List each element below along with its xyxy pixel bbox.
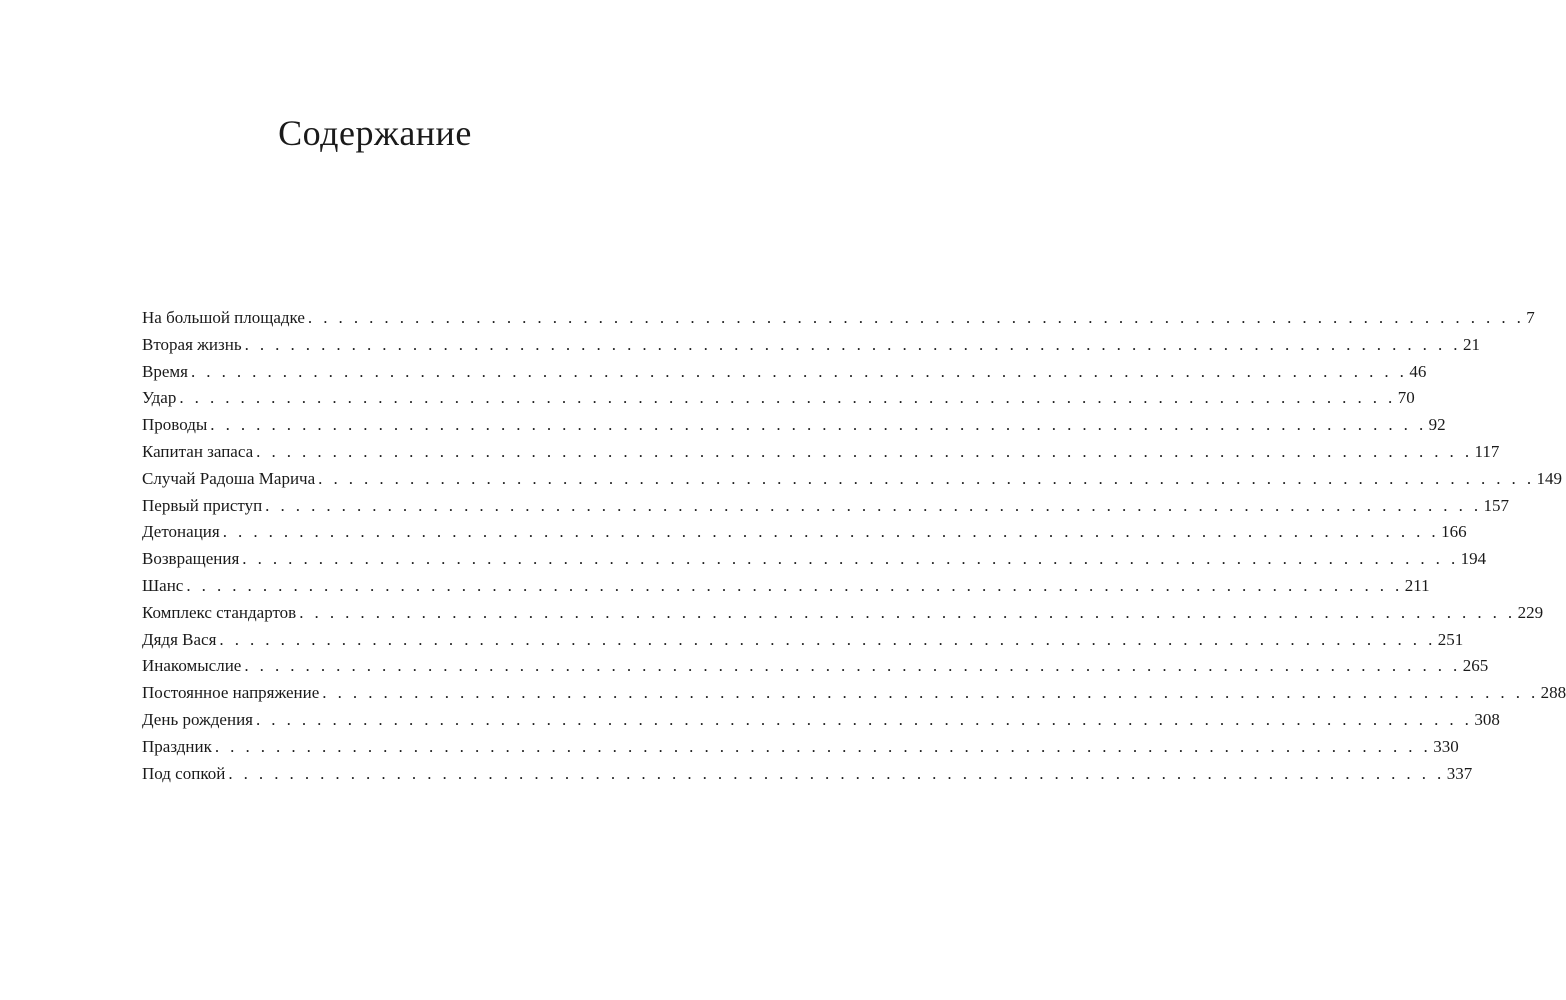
toc-entry-title: Вторая жизнь	[142, 334, 242, 354]
toc-entry	[142, 600, 1544, 627]
toc-entry-title: Дядя Вася	[142, 629, 217, 649]
toc-entry-page-number: 337	[1446, 763, 1473, 783]
toc-entry-page-number: 157	[1483, 495, 1510, 515]
toc-entry-page-number: 166	[1441, 522, 1467, 542]
toc-entry-page-number: 308	[1474, 709, 1500, 729]
toc-entry-page-number: 229	[1517, 602, 1544, 622]
toc-entry	[142, 680, 1566, 707]
dot-leader: . . . . . . . . . . . . . . . . . . . . . . . . . . . . . . . . . . . . . . . . . . . . . . . . . . . . . . . . . . . . . . . . . . . . . . . . . . . . . . . .	[244, 334, 1461, 354]
toc-entry-title: День рождения	[142, 709, 253, 729]
dot-leader: . . . . . . . . . . . . . . . . . . . . . . . . . . . . . . . . . . . . . . . . . . . . . . . . . . . . . . . . . . . . . . . . . . . . . . . . . . . . . . . .	[244, 656, 1461, 676]
toc-entry-page-number: 211	[1404, 575, 1430, 595]
toc-entry	[142, 466, 1563, 493]
toc-entry	[142, 305, 1535, 332]
toc-entry-title: На большой площадке	[142, 308, 305, 327]
toc-entry	[142, 546, 1487, 573]
toc-entry-title: Под сопкой	[142, 763, 226, 783]
dot-leader: . . . . . . . . . . . . . . . . . . . . . . . . . . . . . . . . . . . . . . . . . . . . . . . . . . . . . . . . . . . . . . . . . . . . . . . . . . . . . . . .	[219, 629, 1436, 649]
toc-entry	[142, 761, 1473, 788]
toc-entry	[142, 573, 1430, 600]
dot-leader: . . . . . . . . . . . . . . . . . . . . . . . . . . . . . . . . . . . . . . . . . . . . . . . . . . . . . . . . . . . . . . . . . . . . . . . . . . . . . . . .	[210, 415, 1427, 435]
toc-entry-page-number: 251	[1437, 629, 1464, 649]
toc-entry	[142, 412, 1446, 439]
toc-entry	[142, 519, 1467, 546]
toc-entry	[142, 332, 1480, 359]
toc-entry	[142, 627, 1464, 654]
toc-entry-page-number: 70	[1397, 388, 1415, 408]
toc-entry-title: Время	[142, 361, 188, 381]
toc-entry-page-number: 92	[1428, 415, 1446, 435]
toc-entry-title: Возвращения	[142, 549, 240, 569]
dot-leader: . . . . . . . . . . . . . . . . . . . . . . . . . . . . . . . . . . . . . . . . . . . . . . . . . . . . . . . . . . . . . . . . . . . . . . . . . . . . . . . .	[186, 575, 1403, 595]
dot-leader: . . . . . . . . . . . . . . . . . . . . . . . . . . . . . . . . . . . . . . . . . . . . . . . . . . . . . . . . . . . . . . . . . . . . . . . . . . . . . . . .	[307, 308, 1525, 327]
dot-leader: . . . . . . . . . . . . . . . . . . . . . . . . . . . . . . . . . . . . . . . . . . . . . . . . . . . . . . . . . . . . . . . . . . . . . . . . . . . . . . . .	[322, 683, 1539, 703]
toc-entry-title: Праздник	[142, 736, 212, 756]
toc-entry	[142, 707, 1500, 734]
toc-entry-page-number: 46	[1409, 361, 1427, 381]
dot-leader: . . . . . . . . . . . . . . . . . . . . . . . . . . . . . . . . . . . . . . . . . . . . . . . . . . . . . . . . . . . . . . . . . . . . . . . . . . . . . . . .	[265, 495, 1482, 515]
toc-entry	[142, 359, 1427, 386]
dot-leader: . . . . . . . . . . . . . . . . . . . . . . . . . . . . . . . . . . . . . . . . . . . . . . . . . . . . . . . . . . . . . . . . . . . . . . . . . . . . . . . .	[179, 388, 1396, 408]
toc-entry-page-number: 149	[1536, 468, 1563, 488]
toc-entry-title: Шанс	[142, 575, 184, 595]
toc-entry-page-number: 7	[1526, 308, 1535, 327]
toc-entry-title: Постоянное напряжение	[142, 683, 320, 703]
dot-leader: . . . . . . . . . . . . . . . . . . . . . . . . . . . . . . . . . . . . . . . . . . . . . . . . . . . . . . . . . . . . . . . . . . . . . . . . . . . . . . . .	[318, 468, 1535, 488]
toc-entry-page-number: 117	[1474, 441, 1500, 461]
toc-entry-title: Комплекс стандартов	[142, 602, 297, 622]
toc-entry-title: Детонация	[142, 522, 220, 542]
toc-entry-title: Первый приступ	[142, 495, 263, 515]
toc-entry	[142, 439, 1500, 466]
toc-entry-title: Случай Радоша Марича	[142, 468, 316, 488]
dot-leader: . . . . . . . . . . . . . . . . . . . . . . . . . . . . . . . . . . . . . . . . . . . . . . . . . . . . . . . . . . . . . . . . . . . . . . . . . . . . . . . .	[214, 736, 1432, 756]
toc-entry-page-number: 288	[1540, 683, 1566, 703]
toc-entry	[142, 385, 1415, 412]
page-title: Содержание	[278, 113, 472, 153]
dot-leader: . . . . . . . . . . . . . . . . . . . . . . . . . . . . . . . . . . . . . . . . . . . . . . . . . . . . . . . . . . . . . . . . . . . . . . . . . . . . . . . .	[190, 361, 1408, 381]
toc-entry-title: Капитан запаса	[142, 441, 254, 461]
toc-entry-page-number: 265	[1462, 656, 1489, 676]
toc-entry	[142, 493, 1510, 520]
dot-leader: . . . . . . . . . . . . . . . . . . . . . . . . . . . . . . . . . . . . . . . . . . . . . . . . . . . . . . . . . . . . . . . . . . . . . . . . . . . . . . . .	[256, 441, 1473, 461]
toc-entry-title: Инакомыслие	[142, 656, 242, 676]
toc-entry-page-number: 330	[1433, 736, 1459, 756]
dot-leader: . . . . . . . . . . . . . . . . . . . . . . . . . . . . . . . . . . . . . . . . . . . . . . . . . . . . . . . . . . . . . . . . . . . . . . . . . . . . . . . .	[255, 709, 1473, 729]
toc-entry-title: Проводы	[142, 415, 208, 435]
toc-entry-title: Удар	[142, 388, 177, 408]
toc-entry-page-number: 21	[1462, 334, 1480, 354]
toc-entry-page-number: 194	[1460, 549, 1487, 569]
toc-entry	[142, 734, 1459, 761]
toc-entry	[142, 653, 1489, 680]
table-of-contents	[142, 305, 1566, 787]
dot-leader: . . . . . . . . . . . . . . . . . . . . . . . . . . . . . . . . . . . . . . . . . . . . . . . . . . . . . . . . . . . . . . . . . . . . . . . . . . . . . . . .	[228, 763, 1445, 783]
dot-leader: . . . . . . . . . . . . . . . . . . . . . . . . . . . . . . . . . . . . . . . . . . . . . . . . . . . . . . . . . . . . . . . . . . . . . . . . . . . . . . . .	[299, 602, 1516, 622]
dot-leader: . . . . . . . . . . . . . . . . . . . . . . . . . . . . . . . . . . . . . . . . . . . . . . . . . . . . . . . . . . . . . . . . . . . . . . . . . . . . . . . .	[222, 522, 1440, 542]
dot-leader: . . . . . . . . . . . . . . . . . . . . . . . . . . . . . . . . . . . . . . . . . . . . . . . . . . . . . . . . . . . . . . . . . . . . . . . . . . . . . . . .	[242, 549, 1459, 569]
